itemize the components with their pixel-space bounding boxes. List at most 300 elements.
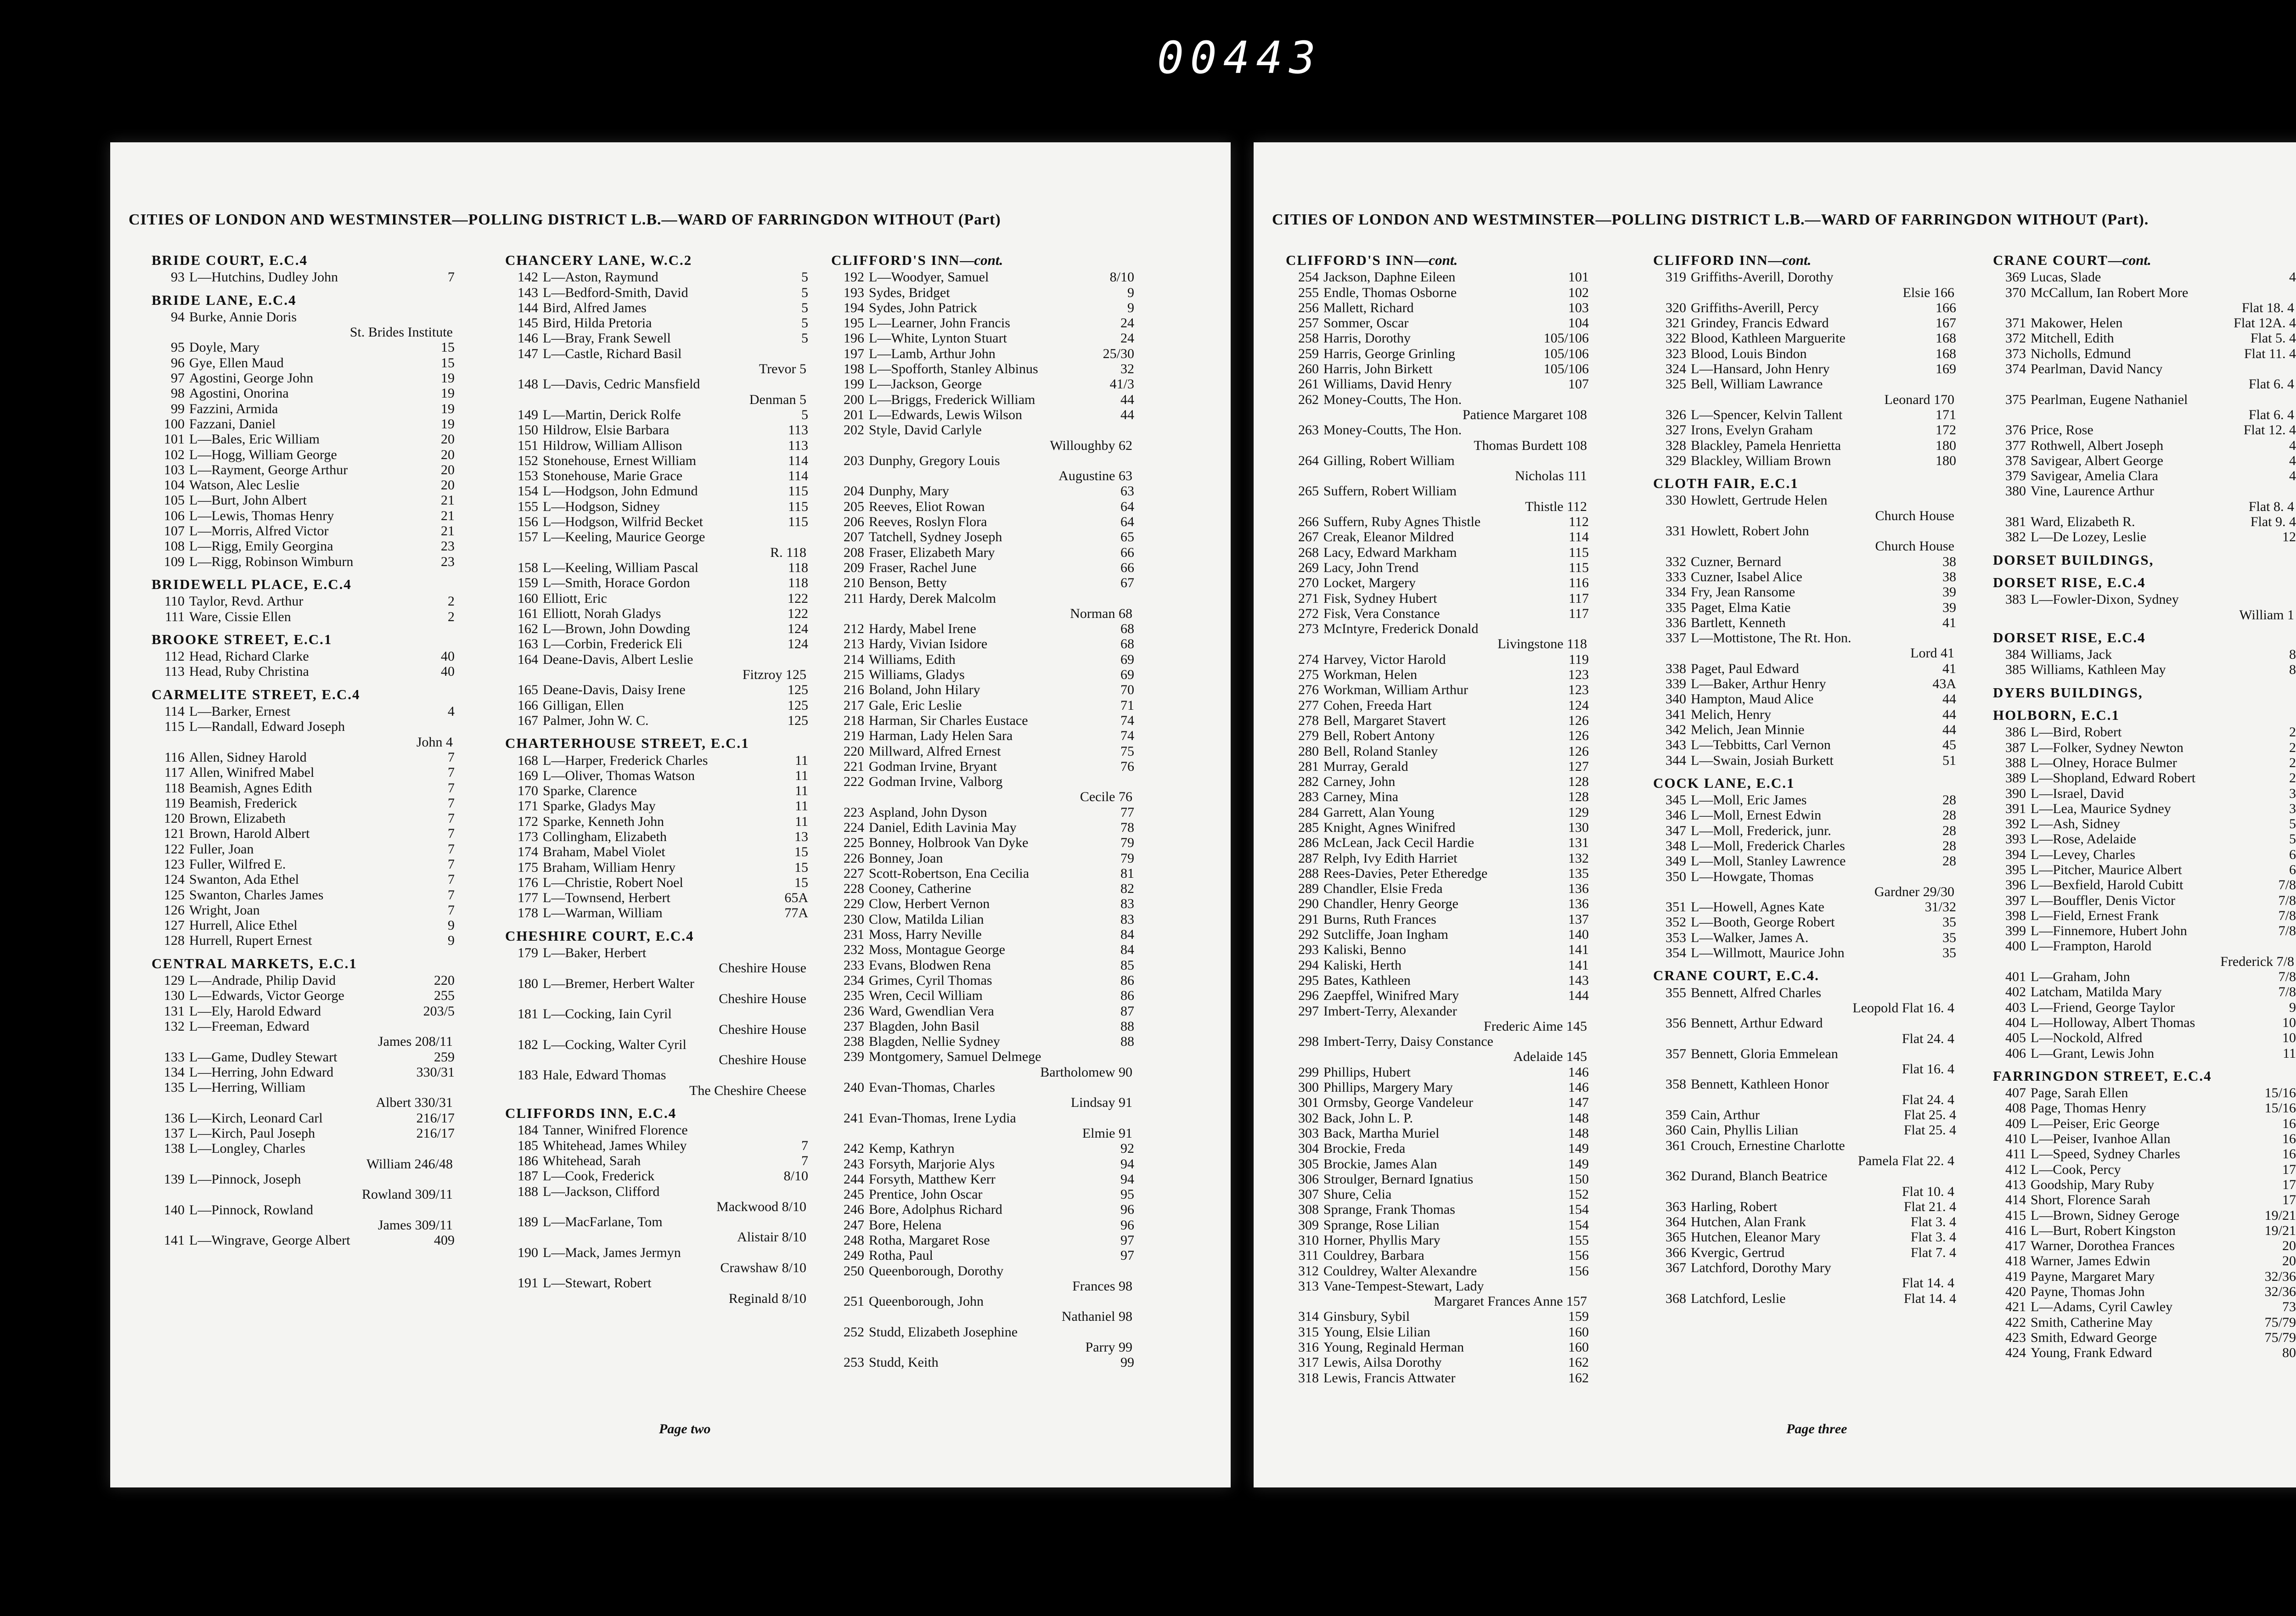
elector-row (1286, 744, 1589, 759)
elector-number: 156 (518, 514, 538, 530)
elector-row (831, 942, 1134, 957)
elector-number: 240 (844, 1080, 864, 1095)
street-heading-text: CARMELITE STREET, E.C.4 (152, 686, 360, 702)
elector-name: Williams, Jack (2031, 647, 2112, 662)
elector-name: Vane-Tempest-Stewart, Lady (1323, 1278, 1484, 1294)
elector-address: 11 (2283, 1045, 2296, 1061)
elector-row (831, 545, 1134, 560)
elector-name: Burns, Ruth Frances (1323, 911, 1436, 927)
elector-address: 78 (1120, 819, 1134, 835)
elector-name: L—Spofforth, Stanley Albinus (869, 361, 1038, 377)
elector-address: 7/8 (2278, 969, 2296, 985)
elector-row (831, 866, 1134, 881)
elector-number: 163 (518, 636, 538, 652)
elector-number: 306 (1298, 1171, 1319, 1187)
street-heading-text: BROOKE STREET, E.C.1 (152, 631, 332, 647)
elector-address: 160 (1568, 1340, 1589, 1355)
elector-number: 241 (844, 1110, 864, 1126)
elector-name: L—Bales, Eric William (189, 432, 320, 447)
elector-number: 341 (1666, 707, 1686, 722)
elector-number: 321 (1666, 315, 1686, 331)
elector-row (1993, 724, 2296, 740)
elector-name: L—Rigg, Robinson Wimburn (189, 554, 354, 569)
elector-name: Harling, Robert (1691, 1199, 1778, 1214)
elector-row (1653, 1122, 1956, 1138)
elector-number: 361 (1666, 1138, 1686, 1153)
elector-name: Hale, Edward Thomas (543, 1067, 666, 1083)
elector-number: 108 (164, 539, 185, 554)
elector-address: 16 (2282, 1131, 2296, 1147)
elector-name: L—Willmott, Maurice John (1691, 945, 1845, 961)
elector-name: L—Herring, William (189, 1080, 306, 1095)
elector-name: Harris, Dorothy (1323, 331, 1411, 346)
elector-continuation: Albert 330/31 (376, 1095, 453, 1111)
elector-name: Payne, Margaret Mary (2031, 1268, 2155, 1284)
elector-number: 139 (164, 1171, 185, 1187)
elector-row (152, 1111, 455, 1126)
elector-number: 176 (518, 875, 538, 890)
elector-address: 180 (1936, 438, 1956, 453)
elector-name: Fraser, Elizabeth Mary (869, 544, 995, 560)
elector-number: 184 (518, 1122, 538, 1138)
elector-address: 5 (801, 285, 808, 300)
elector-number: 371 (2005, 315, 2026, 331)
elector-number: 219 (844, 728, 864, 744)
elector-row (505, 1245, 808, 1260)
elector-row (1993, 1085, 2296, 1100)
elector-row (831, 392, 1134, 407)
elector-name: L—Levey, Charles (2031, 847, 2135, 862)
elector-address: 81 (1120, 865, 1134, 881)
elector-name: L—Stewart, Robert (543, 1275, 652, 1291)
elector-name: Sydes, John Patrick (869, 300, 977, 315)
elector-name: Paget, Elma Katie (1691, 600, 1791, 615)
elector-address: 143 (1568, 972, 1589, 988)
elector-continuation: Willoughby 62 (1050, 438, 1132, 453)
elector-address: 137 (1568, 911, 1589, 927)
elector-name: L—Baker, Herbert (543, 945, 647, 961)
street-heading-text: CLIFFORD INN (1653, 252, 1768, 268)
elector-name: L—Edwards, Victor George (189, 988, 344, 1004)
elector-number: 110 (164, 594, 185, 609)
elector-number: 125 (164, 887, 185, 903)
elector-row (1993, 662, 2296, 677)
elector-name: Elliott, Eric (543, 590, 607, 606)
elector-row (505, 844, 808, 859)
elector-address: 7/8 (2278, 892, 2296, 908)
elector-row (831, 744, 1134, 759)
elector-number: 410 (2005, 1131, 2026, 1147)
elector-row (1286, 285, 1589, 300)
elector-name: Sommer, Oscar (1323, 315, 1409, 331)
elector-number: 379 (2005, 468, 2026, 484)
elector-address: 156 (1568, 1248, 1589, 1263)
elector-row (1993, 1116, 2296, 1131)
elector-name: Clow, Matilda Lilian (869, 911, 984, 927)
elector-row (505, 713, 808, 728)
elector-address: 44 (1120, 392, 1134, 407)
elector-address: 75 (1120, 743, 1134, 759)
elector-address: 79 (1120, 835, 1134, 851)
elector-address: 119 (1569, 651, 1589, 667)
elector-name: Blackley, William Brown (1691, 453, 1831, 468)
elector-row (152, 1202, 455, 1218)
elector-row (1653, 1229, 1956, 1245)
street-heading-text: DORSET RISE, E.C.4 (1993, 574, 2146, 590)
elector-name: L—Bedford-Smith, David (543, 285, 688, 300)
elector-name: Jackson, Daphne Eileen (1323, 269, 1456, 285)
elector-number: 203 (844, 453, 864, 468)
left-page-header: CITIES OF LONDON AND WESTMINSTER—POLLING DISTRICT L.B.—WARD OF FARRINGDON WITHOUT (Part) (129, 211, 1001, 228)
elector-name: L—Rayment, George Arthur (189, 462, 348, 477)
elector-name: Bell, Robert Antony (1323, 728, 1435, 744)
elector-name: Ormsby, George Vandeleur (1323, 1095, 1474, 1111)
elector-address: 13 (794, 829, 808, 844)
elector-address: 45 (1942, 737, 1956, 753)
elector-continuation: Leopold Flat 16. 4 (1852, 1000, 1954, 1016)
elector-address: 44 (1942, 722, 1956, 737)
elector-row (505, 890, 808, 905)
elector-row (1993, 1000, 2296, 1015)
elector-row (831, 1263, 1134, 1279)
elector-name: Moss, Harry Neville (869, 927, 982, 943)
elector-name: Cuzner, Bernard (1691, 554, 1782, 569)
elector-row (1286, 1172, 1589, 1187)
street-heading (152, 252, 455, 268)
elector-name: Lewis, Francis Attwater (1323, 1370, 1456, 1386)
elector-number: 223 (844, 804, 864, 820)
elector-row (152, 973, 455, 988)
elector-name: L—Ely, Harold Edward (189, 1003, 321, 1019)
elector-number: 249 (844, 1248, 864, 1263)
elector-address: 5 (801, 300, 808, 315)
elector-number: 117 (164, 765, 185, 780)
elector-name: L—Bray, Frank Sewell (543, 331, 671, 346)
elector-number: 236 (844, 1003, 864, 1019)
elector-number: 375 (2005, 392, 2026, 407)
elector-row (831, 698, 1134, 713)
elector-address: 79 (1120, 850, 1134, 866)
elector-number: 169 (518, 768, 538, 783)
elector-name: McCallum, Ian Robert More (2031, 285, 2189, 300)
elector-number: 402 (2005, 984, 2026, 1000)
elector-address: 123 (1568, 682, 1589, 698)
elector-name: Relph, Ivy Edith Harriet (1323, 850, 1458, 866)
elector-address: 135 (1568, 865, 1589, 881)
elector-continuation: Denman 5 (749, 392, 806, 407)
elector-address: 141 (1568, 957, 1589, 973)
elector-address: 66 (1120, 560, 1134, 575)
elector-number: 358 (1666, 1077, 1686, 1092)
elector-row (1993, 529, 2296, 544)
elector-name: Hildrow, Elsie Barbara (543, 422, 670, 438)
elector-address: Flat 3. 4 (1910, 1214, 1956, 1230)
elector-row (1653, 300, 1956, 315)
street-heading-text: CRANE COURT (1993, 252, 2108, 268)
elector-name: Hurrell, Alice Ethel (189, 918, 298, 933)
elector-number: 398 (2005, 908, 2026, 923)
elector-number: 118 (164, 780, 185, 796)
elector-row (831, 269, 1134, 285)
elector-continuation: Thomas Burdett 108 (1474, 438, 1587, 453)
elector-name: L—Bouffler, Denis Victor (2031, 892, 2175, 908)
elector-address: Flat 12. 4 (2243, 422, 2296, 438)
street-heading (152, 687, 455, 702)
elector-name: L—Ash, Sidney (2031, 816, 2120, 832)
elector-row (505, 860, 808, 875)
elector-row (152, 811, 455, 826)
elector-number: 352 (1666, 915, 1686, 930)
continued-label: —cont. (1768, 252, 1812, 268)
elector-row (152, 523, 455, 539)
elector-address: 86 (1120, 988, 1134, 1004)
elector-name: Style, David Carlyle (869, 422, 982, 438)
elector-row (831, 1172, 1134, 1187)
elector-row (1993, 514, 2296, 529)
elector-address: 83 (1120, 896, 1134, 912)
elector-number: 194 (844, 300, 864, 315)
elector-number: 173 (518, 829, 538, 844)
elector-name: Hurrell, Rupert Ernest (189, 933, 312, 948)
elector-name: L—Kirch, Leonard Carl (189, 1110, 323, 1126)
elector-number: 197 (844, 346, 864, 361)
elector-number: 386 (2005, 724, 2026, 740)
elector-name: L—Hodgson, Wilfrid Becket (543, 514, 703, 530)
street-heading-text: BRIDEWELL PLACE, E.C.4 (152, 576, 352, 592)
elector-name: Rotha, Paul (869, 1248, 933, 1263)
elector-name: Latchford, Leslie (1691, 1291, 1786, 1306)
elector-address: Flat 21. 4 (1903, 1199, 1956, 1214)
elector-address: 83 (1120, 911, 1134, 927)
elector-number: 382 (2005, 529, 2026, 545)
elector-number: 93 (171, 269, 185, 285)
elector-address: 8 (2289, 662, 2296, 678)
right-page-header: CITIES OF LONDON AND WESTMINSTER—POLLING DISTRICT L.B.—WARD OF FARRINGDON WITHOUT (Part). (1272, 211, 2149, 228)
elector-number: 126 (164, 902, 185, 918)
elector-continuation: Flat 6. 4 (2248, 407, 2294, 422)
elector-row (1993, 877, 2296, 892)
elector-number: 334 (1666, 584, 1686, 600)
elector-continuation: Flat 6. 4 (2248, 376, 2294, 392)
elector-name: Ward, Gwendlian Vera (869, 1003, 994, 1019)
elector-name: Boland, John Hilary (869, 682, 980, 698)
elector-name: Savigear, Amelia Clara (2031, 468, 2158, 484)
elector-name: Dunphy, Gregory Louis (869, 453, 1000, 468)
elector-name: Griffiths-Averill, Dorothy (1691, 269, 1834, 285)
elector-row (1653, 346, 1956, 361)
elector-continuation: John 4 (416, 734, 453, 750)
elector-address: 40 (441, 649, 455, 664)
elector-row (1286, 866, 1589, 881)
elector-number: 201 (844, 407, 864, 422)
elector-continuation: Adelaide 145 (1513, 1049, 1587, 1065)
elector-row (831, 1187, 1134, 1202)
elector-name: Blagden, John Basil (869, 1018, 979, 1034)
elector-number: 233 (844, 957, 864, 973)
elector-row (831, 728, 1134, 743)
elector-row (1993, 1253, 2296, 1268)
elector-number: 344 (1666, 752, 1686, 768)
elector-name: Ware, Cissie Ellen (189, 609, 291, 624)
elector-row (831, 927, 1134, 942)
elector-row (1286, 1263, 1589, 1279)
elector-address: 39 (1942, 600, 1956, 615)
elector-row (831, 575, 1134, 590)
elector-row (831, 1049, 1134, 1064)
elector-row (1286, 713, 1589, 728)
elector-address: 255 (434, 988, 455, 1004)
elector-name: Watson, Alec Leslie (189, 477, 300, 493)
elector-row (1653, 1077, 1956, 1092)
elector-name: Hardy, Mabel Irene (869, 621, 976, 637)
elector-name: Bartlett, Kenneth (1691, 615, 1786, 630)
left-page (110, 142, 1231, 1487)
elector-number: 200 (844, 392, 864, 407)
elector-name: Tanner, Winifred Florence (543, 1122, 688, 1138)
elector-row (1653, 661, 1956, 676)
elector-name: Williams, David Henry (1323, 376, 1452, 392)
elector-address: 92 (1120, 1141, 1134, 1156)
elector-name: Dunphy, Mary (869, 483, 949, 499)
street-heading-text: CENTRAL MARKETS, E.C.1 (152, 955, 357, 971)
elector-row (505, 331, 808, 346)
elector-row (1286, 1126, 1589, 1141)
elector-address: 107 (1568, 376, 1589, 392)
elector-row (1286, 545, 1589, 560)
elector-number: 408 (2005, 1100, 2026, 1116)
elector-address: 131 (1568, 835, 1589, 851)
elector-row (505, 300, 808, 315)
elector-row (152, 887, 455, 903)
elector-number: 235 (844, 988, 864, 1004)
elector-row (505, 483, 808, 499)
elector-address: 104 (1568, 315, 1589, 331)
elector-address: 140 (1568, 927, 1589, 943)
elector-number: 229 (844, 896, 864, 912)
elector-row (1653, 600, 1956, 615)
elector-name: Evan-Thomas, Irene Lydia (869, 1110, 1016, 1126)
elector-continuation: Thistle 112 (1525, 499, 1587, 514)
elector-address: 172 (1936, 422, 1956, 438)
elector-name: Rees-Davies, Peter Etheredge (1323, 865, 1488, 881)
elector-row (1286, 851, 1589, 866)
elector-name: L—Nockold, Alfred (2031, 1030, 2143, 1046)
elector-row (505, 1006, 808, 1021)
elector-row (152, 664, 455, 679)
elector-row (1286, 1034, 1589, 1049)
elector-number: 165 (518, 682, 538, 698)
elector-continuation: Frances 98 (1072, 1278, 1132, 1294)
elector-number: 206 (844, 514, 864, 530)
elector-number: 196 (844, 331, 864, 346)
elector-address: 116 (1569, 575, 1589, 591)
elector-number: 180 (518, 976, 538, 991)
elector-name: Bates, Kathleen (1323, 972, 1411, 988)
elector-name: L—Corbin, Frederick Eli (543, 636, 683, 652)
elector-name: L—Bexfield, Harold Cubitt (2031, 877, 2183, 893)
elector-address: 24 (1120, 331, 1134, 346)
elector-number: 319 (1666, 269, 1686, 285)
elector-row (831, 774, 1134, 789)
elector-row (1993, 1284, 2296, 1299)
elector-row (152, 462, 455, 477)
elector-row (1653, 1046, 1956, 1061)
elector-name: Young, Elsie Lilian (1323, 1324, 1430, 1340)
elector-row (831, 1019, 1134, 1034)
elector-address: 155 (1568, 1233, 1589, 1248)
elector-row (1993, 285, 2296, 300)
elector-name: L—Friend, George Taylor (2031, 999, 2175, 1015)
elector-address: 9 (2289, 999, 2296, 1015)
elector-row (1653, 1245, 1956, 1260)
elector-number: 342 (1666, 722, 1686, 737)
elector-row (1993, 1100, 2296, 1116)
elector-address: 12 (2282, 529, 2296, 545)
elector-address: 96 (1120, 1217, 1134, 1233)
elector-name: Rothwell, Albert Joseph (2031, 438, 2164, 453)
elector-name: Forsyth, Matthew Kerr (869, 1171, 996, 1187)
elector-number: 123 (164, 856, 185, 872)
elector-row (1286, 1233, 1589, 1248)
elector-address: 7 (801, 1138, 808, 1153)
elector-number: 326 (1666, 407, 1686, 422)
elector-address: 28 (1942, 808, 1956, 823)
elector-address: 21 (441, 493, 455, 508)
elector-row (831, 973, 1134, 988)
elector-row (152, 719, 455, 734)
elector-address: Flat 25. 4 (1903, 1122, 1956, 1138)
elector-address: 124 (788, 636, 808, 652)
elector-address: 76 (1120, 758, 1134, 774)
elector-name: McIntyre, Frederick Donald (1323, 621, 1479, 637)
elector-name: Brockie, Freda (1323, 1141, 1406, 1156)
elector-number: 423 (2005, 1330, 2026, 1345)
elector-row (1286, 1324, 1589, 1340)
elector-number: 269 (1298, 560, 1319, 575)
street-heading (152, 956, 455, 971)
elector-name: Sparke, Clarence (543, 783, 637, 799)
elector-row (1993, 908, 2296, 923)
elector-number: 400 (2005, 938, 2026, 954)
elector-number: 96 (171, 355, 185, 370)
elector-row (152, 594, 455, 609)
elector-number: 238 (844, 1034, 864, 1049)
elector-name: L—Moll, Eric James (1691, 792, 1807, 808)
elector-name: Makower, Helen (2031, 315, 2123, 331)
elector-number: 152 (518, 453, 538, 468)
elector-address: 69 (1120, 651, 1134, 667)
elector-number: 282 (1298, 774, 1319, 790)
elector-name: L—Barker, Ernest (189, 704, 291, 719)
elector-number: 151 (518, 438, 538, 453)
elector-continuation: Leonard 170 (1884, 392, 1954, 407)
elector-address: 129 (1568, 804, 1589, 820)
elector-row (831, 1034, 1134, 1049)
elector-row (1286, 1355, 1589, 1370)
elector-address: 148 (1568, 1125, 1589, 1141)
elector-address: 7/8 (2278, 877, 2296, 893)
elector-address: 5 (801, 407, 808, 422)
elector-number: 190 (518, 1245, 538, 1260)
elector-number: 305 (1298, 1156, 1319, 1172)
elector-continuation: Flat 16. 4 (1902, 1061, 1954, 1077)
elector-number: 290 (1298, 896, 1319, 912)
elector-row (1653, 899, 1956, 915)
elector-row (1993, 422, 2296, 438)
elector-name: Garrett, Alan Young (1323, 804, 1435, 820)
elector-row (152, 750, 455, 765)
street-heading-text: CLOTH FAIR, E.C.1 (1653, 475, 1799, 492)
